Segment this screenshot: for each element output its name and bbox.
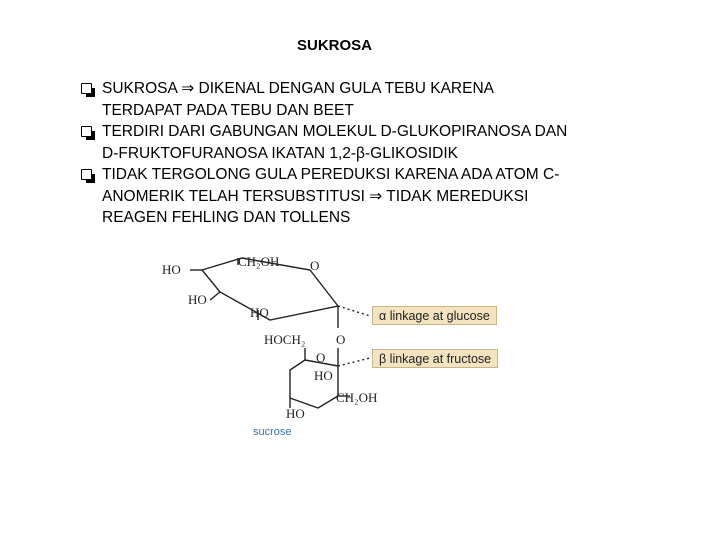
beta-linkage-callout: β linkage at fructose [372, 349, 498, 368]
hoch2-label: HOCH₂ [264, 332, 306, 347]
bullet-item [80, 121, 700, 164]
ho-label: HO [286, 406, 305, 421]
bullet-text-line: SUKROSA ⇒ DIKENAL DENGAN GULA TEBU KARENA [102, 80, 494, 97]
ring-oxygen-label: O [316, 350, 326, 365]
bullet-text-line: REAGEN FEHLING DAN TOLLENS [102, 209, 351, 226]
glycosidic-oxygen-label: O [336, 332, 346, 347]
alpha-linkage-callout: α linkage at glucose [372, 306, 497, 325]
sucrose-structure-diagram [150, 248, 540, 448]
bullet-text-line: ANOMERIK TELAH TERSUBSTITUSI ⇒ TIDAK MEREDUKSI [102, 187, 529, 205]
bullet-text-line: TERDIRI DARI GABUNGAN MOLEKUL D-GLUKOPIRANOSA DAN [102, 123, 568, 140]
bullet-text-line: D-FRUKTOFURANOSA IKATAN 1,2-β-GLIKOSIDIK [102, 144, 459, 162]
checkbox-bullet-icon [81, 169, 92, 180]
bullet-text-line: TERDAPAT PADA TEBU DAN BEET [102, 101, 354, 119]
bullet-list [80, 78, 700, 229]
bullet-item [80, 164, 700, 229]
ho-label: HO [162, 262, 181, 277]
ch2oh-label: CH₂OH [336, 390, 378, 405]
page-title: SUKROSA [297, 37, 373, 54]
bullet-text-line: TIDAK TERGOLONG GULA PEREDUKSI KARENA ADA ATOM C- [102, 166, 560, 183]
checkbox-bullet-icon [81, 126, 92, 137]
bullet-item [80, 78, 700, 121]
ring-oxygen-label: O [310, 258, 320, 273]
ho-label: HO [250, 305, 269, 320]
ch2oh-label: CH₂OH [238, 254, 280, 269]
ho-label: HO [314, 368, 333, 383]
ho-label: HO [188, 292, 207, 307]
checkbox-bullet-icon [81, 83, 92, 94]
structure-caption: sucrose [253, 426, 292, 438]
sucrose-bond-lines [150, 248, 540, 448]
